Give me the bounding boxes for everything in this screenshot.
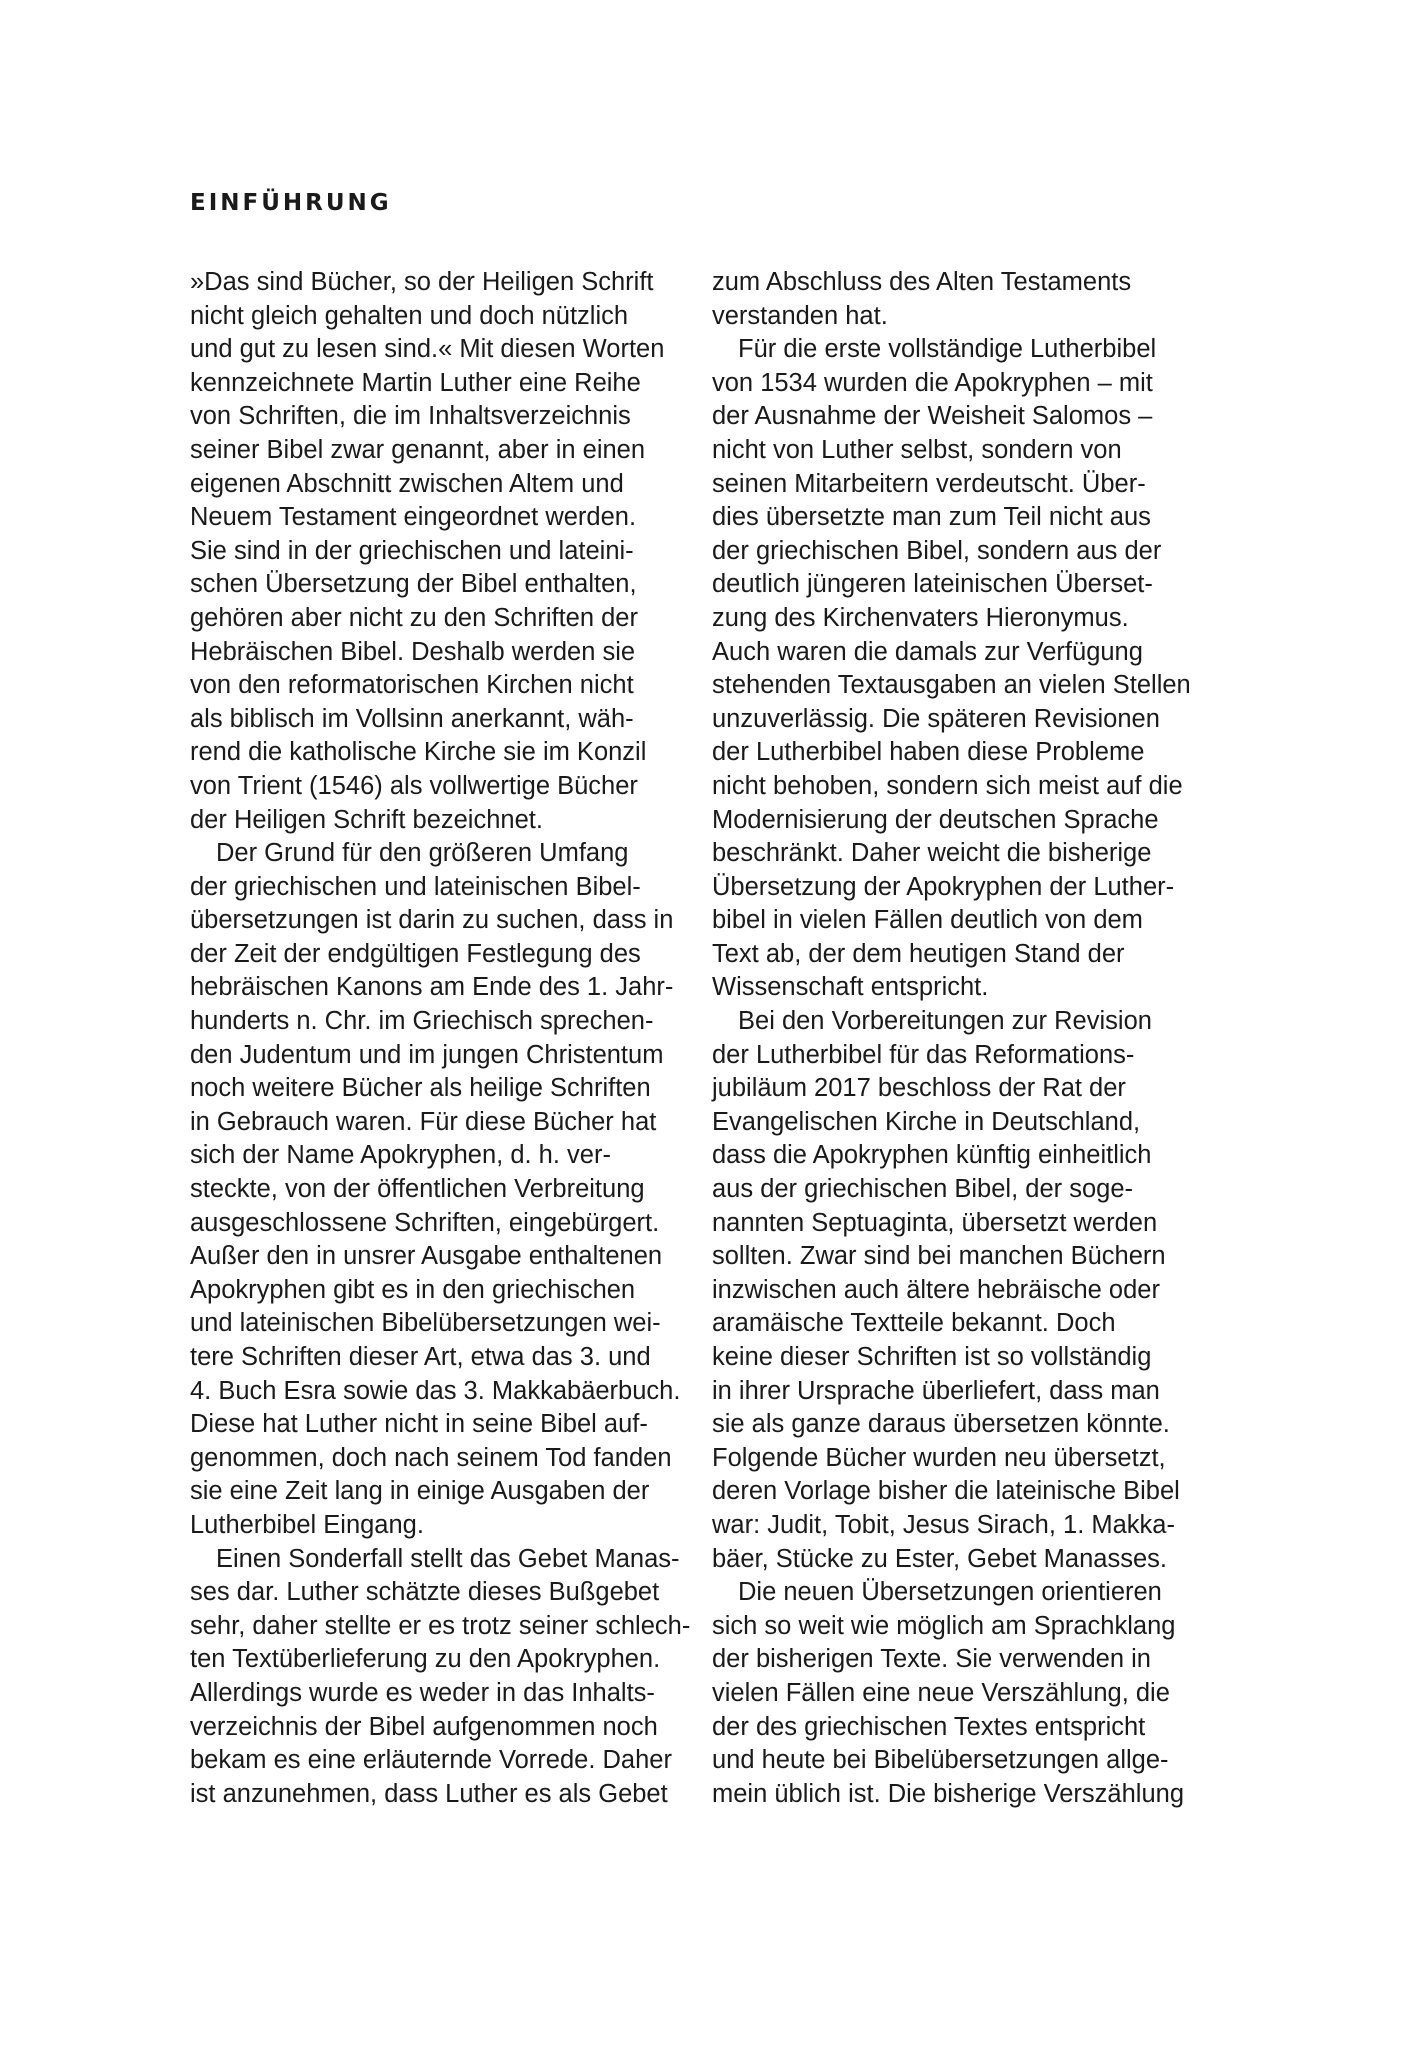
text-line: sollten. Zwar sind bei manchen Büchern bbox=[712, 1242, 1166, 1271]
text-line: Außer den in unsrer Ausgabe enthaltenen bbox=[190, 1242, 663, 1271]
text-line: Die neuen Übersetzungen orientieren bbox=[738, 1578, 1162, 1607]
text-line: bibel in vielen Fällen deutlich von dem bbox=[712, 906, 1143, 935]
text-line: der Ausnahme der Weisheit Salomos – bbox=[712, 402, 1153, 431]
text-line: inzwischen auch ältere hebräische oder bbox=[712, 1275, 1160, 1304]
text-line: Übersetzung der Apokryphen der Luther- bbox=[712, 872, 1175, 901]
text-line: seinen Mitarbeitern verdeutscht. Über- bbox=[712, 469, 1146, 498]
text-line: und lateinischen Bibelübersetzungen wei- bbox=[190, 1309, 661, 1338]
text-line: Neuem Testament eingeordnet werden. bbox=[190, 503, 637, 532]
text-line: 4. Buch Esra sowie das 3. Makkabäerbuch. bbox=[190, 1376, 681, 1405]
text-line: sie als ganze daraus übersetzen könnte. bbox=[712, 1410, 1170, 1439]
text-line: bäer, Stücke zu Ester, Gebet Manasses. bbox=[712, 1544, 1167, 1573]
text-line: bekam es eine erläuternde Vorrede. Daher bbox=[190, 1746, 672, 1775]
text-line: ausgeschlossene Schriften, eingebürgert. bbox=[190, 1208, 660, 1237]
text-line: genommen, doch nach seinem Tod fanden bbox=[190, 1443, 672, 1472]
text-line: zum Abschluss des Alten Testaments bbox=[712, 268, 1132, 296]
text-line: kennzeichnete Martin Luther eine Reihe bbox=[190, 368, 641, 397]
text-line: rend die katholische Kirche sie im Konzil bbox=[190, 738, 647, 767]
text-line: Lutherbibel Eingang. bbox=[190, 1510, 424, 1539]
text-line: Bei den Vorbereitungen zur Revision bbox=[738, 1007, 1152, 1036]
text-line: ses dar. Luther schätzte dieses Bußgebet bbox=[190, 1578, 660, 1607]
text-line: verstanden hat. bbox=[712, 301, 888, 330]
text-line: nicht von Luther selbst, sondern von bbox=[712, 435, 1122, 464]
text-line: und heute bei Bibelübersetzungen allge- bbox=[712, 1746, 1169, 1775]
text-line: der Lutherbibel haben diese Probleme bbox=[712, 738, 1145, 767]
text-line: schen Übersetzung der Bibel enthalten, bbox=[190, 570, 637, 599]
text-line: von Trient (1546) als vollwertige Bücher bbox=[190, 771, 638, 800]
text-line: sie eine Zeit lang in einige Ausgaben der bbox=[190, 1477, 650, 1506]
text-line: der griechischen und lateinischen Bibel- bbox=[190, 872, 641, 901]
text-line: und gut zu lesen sind.« Mit diesen Worten bbox=[190, 335, 665, 364]
text-line: aramäische Textteile bekannt. Doch bbox=[712, 1309, 1116, 1338]
text-line: Einen Sonderfall stellt das Gebet Manas- bbox=[216, 1544, 680, 1573]
text-line: hunderts n. Chr. im Griechisch sprechen- bbox=[190, 1007, 654, 1036]
text-line: zung des Kirchenvaters Hieronymus. bbox=[712, 603, 1129, 632]
section-heading: EINFÜHRUNG bbox=[190, 190, 392, 216]
text-line: den Judentum und im jungen Christentum bbox=[190, 1040, 664, 1069]
text-line: noch weitere Bücher als heilige Schriften bbox=[190, 1074, 651, 1103]
text-line: unzuverlässig. Die späteren Revisionen bbox=[712, 704, 1160, 733]
text-line: Auch waren die damals zur Verfügung bbox=[712, 637, 1143, 666]
text-line: dass die Apokryphen künftig einheitlich bbox=[712, 1141, 1152, 1170]
text-line: deutlich jüngeren lateinischen Überset- bbox=[712, 570, 1153, 599]
text-line: nicht gleich gehalten und doch nützlich bbox=[190, 301, 629, 330]
text-line: ist anzunehmen, dass Luther es als Gebet bbox=[190, 1779, 668, 1808]
text-line: beschränkt. Daher weicht die bisherige bbox=[712, 839, 1152, 868]
text-line: Hebräischen Bibel. Deshalb werden sie bbox=[190, 637, 636, 666]
text-column-left bbox=[190, 266, 690, 1811]
text-line: »Das sind Bücher, so der Heiligen Schrift bbox=[190, 268, 654, 296]
text-column-right bbox=[712, 266, 1212, 1811]
text-line: sich so weit wie möglich am Sprachklang bbox=[712, 1611, 1176, 1640]
text-line: der des griechischen Textes entspricht bbox=[712, 1712, 1146, 1741]
text-line: in Gebrauch waren. Für diese Bücher hat bbox=[190, 1107, 657, 1136]
text-line: Folgende Bücher wurden neu übersetzt, bbox=[712, 1443, 1166, 1472]
text-line: der griechischen Bibel, sondern aus der bbox=[712, 536, 1162, 565]
text-line: deren Vorlage bisher die lateinische Bibel bbox=[712, 1477, 1180, 1506]
text-line: Allerdings wurde es weder in das Inhalts- bbox=[190, 1678, 655, 1707]
text-line: keine dieser Schriften ist so vollständig bbox=[712, 1343, 1152, 1371]
text-line: jubiläum 2017 beschloss der Rat der bbox=[712, 1074, 1126, 1103]
text-line: Diese hat Luther nicht in seine Bibel auf- bbox=[190, 1410, 648, 1439]
text-line: stehenden Textausgaben an vielen Stellen bbox=[712, 671, 1191, 700]
text-line: Sie sind in der griechischen und lateini- bbox=[190, 536, 634, 565]
text-line: Wissenschaft entspricht. bbox=[712, 973, 989, 1002]
text-line: aus der griechischen Bibel, der soge- bbox=[712, 1175, 1133, 1204]
text-line: verzeichnis der Bibel aufgenommen noch bbox=[190, 1712, 658, 1741]
text-line: nicht behoben, sondern sich meist auf die bbox=[712, 771, 1183, 800]
text-line: übersetzungen ist darin zu suchen, dass in bbox=[190, 906, 674, 935]
text-line: mein üblich ist. Die bisherige Verszählung bbox=[712, 1779, 1184, 1808]
text-line: gehören aber nicht zu den Schriften der bbox=[190, 603, 638, 632]
text-line: der Lutherbibel für das Reformations- bbox=[712, 1040, 1135, 1069]
text-line: der Zeit der endgültigen Festlegung des bbox=[190, 939, 641, 968]
text-line: sehr, daher stellte er es trotz seiner schlech- bbox=[190, 1611, 691, 1640]
text-line: der bisherigen Texte. Sie verwenden in bbox=[712, 1645, 1151, 1674]
text-line: Der Grund für den größeren Umfang bbox=[216, 839, 629, 868]
text-line: Evangelischen Kirche in Deutschland, bbox=[712, 1107, 1141, 1136]
text-line: der Heiligen Schrift bezeichnet. bbox=[190, 805, 543, 834]
text-line: Für die erste vollständige Lutherbibel bbox=[738, 335, 1157, 364]
text-line: tere Schriften dieser Art, etwa das 3. und bbox=[190, 1343, 651, 1371]
text-line: steckte, von der öffentlichen Verbreitung bbox=[190, 1175, 645, 1204]
text-line: seiner Bibel zwar genannt, aber in einen bbox=[190, 435, 646, 464]
text-line: nannten Septuaginta, übersetzt werden bbox=[712, 1208, 1158, 1237]
text-line: dies übersetzte man zum Teil nicht aus bbox=[712, 503, 1151, 532]
text-line: als biblisch im Vollsinn anerkannt, wäh- bbox=[190, 704, 634, 733]
text-line: Modernisierung der deutschen Sprache bbox=[712, 805, 1159, 834]
text-line: hebräischen Kanons am Ende des 1. Jahr- bbox=[190, 973, 674, 1002]
text-line: von 1534 wurden die Apokryphen – mit bbox=[712, 368, 1153, 397]
text-line: war: Judit, Tobit, Jesus Sirach, 1. Makka- bbox=[712, 1510, 1175, 1539]
text-line: Text ab, der dem heutigen Stand der bbox=[712, 939, 1125, 968]
text-line: ten Textüberlieferung zu den Apokryphen. bbox=[190, 1645, 661, 1674]
text-line: vielen Fällen eine neue Verszählung, die bbox=[712, 1678, 1170, 1707]
text-line: Apokryphen gibt es in den griechischen bbox=[190, 1275, 636, 1304]
text-line: von den reformatorischen Kirchen nicht bbox=[190, 671, 634, 700]
text-line: von Schriften, die im Inhaltsverzeichnis bbox=[190, 402, 631, 431]
text-line: sich der Name Apokryphen, d. h. ver- bbox=[190, 1141, 611, 1170]
text-line: in ihrer Ursprache überliefert, dass man bbox=[712, 1376, 1160, 1405]
text-line: eigenen Abschnitt zwischen Altem und bbox=[190, 469, 624, 498]
